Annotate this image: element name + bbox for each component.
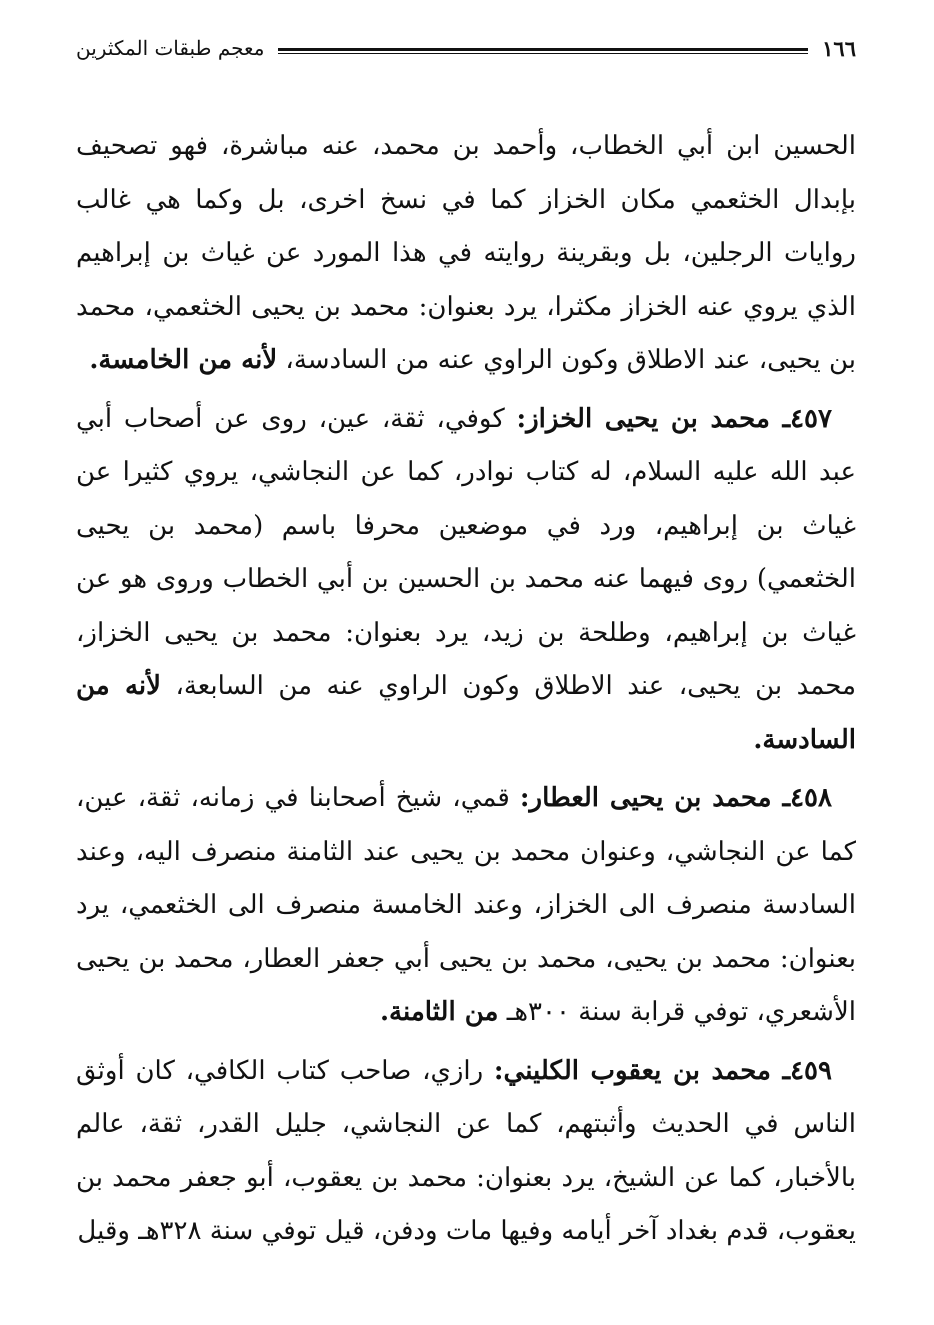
page-number: ١٦٦ (822, 35, 856, 61)
page-header (76, 34, 856, 62)
continuation-text: الحسين ابن أبي الخطاب، وأحمد بن محمد، عنه مباشرة، فهو تصحيف بإبدال الخثعمي مكان الخزاز كما في نسخ اخرى، بل وكما هي غالب روايات الرجلين، بل وبقرينة روايته في هذا المورد عن غياث بن إبراهيم الذي يروي عنه الخزاز مكثرا، يرد بعنوان: محمد بن يحيى الخثعمي، محمد بن يحيى، عند الاطلاق وكون الراوي عنه من السادسة، (76, 131, 856, 375)
entry-459 (76, 1045, 856, 1259)
entry-text: رازي، صاحب كتاب الكافي، كان أوثق الناس في الحديث وأثبتهم، كما عن النجاشي، جليل القدر، ثقة، عالم بالأخبار، كما عن الشيخ، يرد بعنوان: محمد بن يعقوب، أبو جعفر محمد بن يعقوب، قدم بغداد آخر أيامه وفيها مات ودفن، قيل توفي سنة ٣٢٨هـ وقيل (76, 1055, 857, 1246)
page-body (76, 120, 856, 1259)
entry-457 (76, 393, 856, 768)
entry-text: قمي، شيخ أصحابنا في زمانه، ثقة، عين، كما عن النجاشي، وعنوان محمد بن يحيى عند الثامنة منصرف اليه، وعند السادسة منصرف الى الخزاز، وعند الخامسة منصرف الى الخثعمي، يرد بعنوان: محمد بن يحيى، محمد بن يحيى أبي جعفر العطار، محمد بن يحيى الأشعري، توفي قرابة سنة ٣٠٠هـ (76, 783, 856, 1027)
continuation-conclusion: لأنه من الخامسة. (89, 345, 278, 375)
entry-conclusion: لأنه من السادسة. (76, 671, 856, 755)
entry-heading: ٤٥٨ـ محمد بن يحيى العطار: (519, 783, 832, 813)
entry-heading: ٤٥٩ـ محمد بن يعقوب الكليني: (493, 1055, 832, 1086)
entry-conclusion: من الثامنة. (380, 997, 499, 1027)
running-title: معجم طبقات المكثرين (76, 36, 265, 60)
header-rule (278, 48, 808, 54)
continuation-paragraph (76, 120, 856, 388)
entry-heading: ٤٥٧ـ محمد بن يحيى الخزاز: (516, 403, 832, 434)
entry-458 (76, 772, 856, 1040)
entry-text: كوفي، ثقة، عين، روى عن أصحاب أبي عبد الله عليه السلام، له كتاب نوادر، كما عن النجاشي، يروي كثيرا عن غياث بن إبراهيم، ورد في موضعين محرفا باسم (محمد بن يحيى الخثعمي) روى فيهما عنه محمد بن الحسين بن أبي الخطاب وروى هو عن غياث بن إبراهيم، وطلحة بن زيد، يرد بعنوان: محمد بن يحيى الخزاز، محمد بن يحيى، عند الاطلاق وكون الراوي عنه من السابعة، (76, 403, 857, 701)
